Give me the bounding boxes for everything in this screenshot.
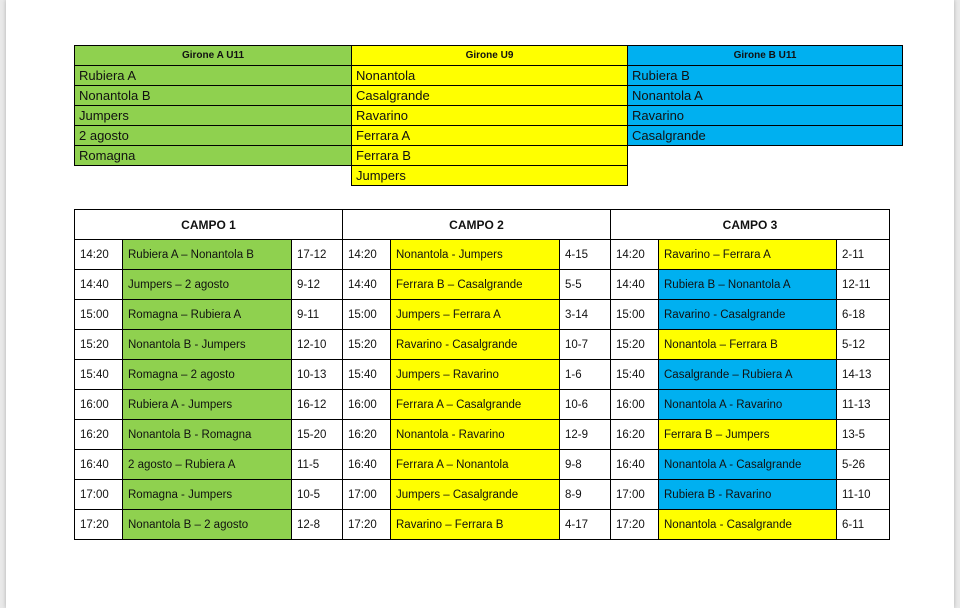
group-b-team: Rubiera B bbox=[628, 66, 903, 86]
groups-row bbox=[75, 66, 903, 86]
match-score: 10-13 bbox=[292, 360, 343, 390]
match-teams: Nonantola A - Casalgrande bbox=[659, 450, 837, 480]
match-teams: Rubiera A – Nonantola B bbox=[123, 240, 292, 270]
match-teams: Jumpers – Ferrara A bbox=[391, 300, 560, 330]
match-time: 17:20 bbox=[611, 510, 659, 540]
group-u9-header: Girone U9 bbox=[352, 46, 628, 66]
match-score: 12-11 bbox=[837, 270, 890, 300]
match-time: 15:20 bbox=[75, 330, 123, 360]
match-time: 16:00 bbox=[75, 390, 123, 420]
match-score: 17-12 bbox=[292, 240, 343, 270]
match-time: 16:40 bbox=[343, 450, 391, 480]
group-a-u11-header: Girone A U11 bbox=[75, 46, 352, 66]
match-teams: 2 agosto – Rubiera A bbox=[123, 450, 292, 480]
match-teams: Romagna – Rubiera A bbox=[123, 300, 292, 330]
match-time: 16:00 bbox=[611, 390, 659, 420]
match-score: 16-12 bbox=[292, 390, 343, 420]
match-teams: Romagna – 2 agosto bbox=[123, 360, 292, 390]
match-score: 13-5 bbox=[837, 420, 890, 450]
groups-row bbox=[75, 106, 903, 126]
match-score: 5-12 bbox=[837, 330, 890, 360]
group-u9-team: Casalgrande bbox=[352, 86, 628, 106]
groups-row bbox=[75, 86, 903, 106]
match-time: 15:00 bbox=[75, 300, 123, 330]
match-row bbox=[75, 240, 890, 270]
match-time: 15:40 bbox=[343, 360, 391, 390]
match-time: 15:00 bbox=[343, 300, 391, 330]
group-u9-team: Ferrara A bbox=[352, 126, 628, 146]
group-u9-team: Jumpers bbox=[352, 166, 628, 186]
match-time: 15:40 bbox=[611, 360, 659, 390]
match-teams: Ferrara A – Casalgrande bbox=[391, 390, 560, 420]
match-time: 16:00 bbox=[343, 390, 391, 420]
match-score: 15-20 bbox=[292, 420, 343, 450]
match-row bbox=[75, 420, 890, 450]
group-u9-team: Ferrara B bbox=[352, 146, 628, 166]
match-time: 14:20 bbox=[343, 240, 391, 270]
document-page bbox=[6, 0, 954, 608]
match-score: 9-11 bbox=[292, 300, 343, 330]
match-teams: Ravarino – Ferrara A bbox=[659, 240, 837, 270]
field-1-header: CAMPO 1 bbox=[75, 210, 343, 240]
match-time: 16:20 bbox=[343, 420, 391, 450]
match-teams: Rubiera A - Jumpers bbox=[123, 390, 292, 420]
group-b-u11-header: Girone B U11 bbox=[628, 46, 903, 66]
group-a-team: Rubiera A bbox=[75, 66, 352, 86]
match-score: 11-5 bbox=[292, 450, 343, 480]
match-score: 9-12 bbox=[292, 270, 343, 300]
match-score: 12-10 bbox=[292, 330, 343, 360]
match-teams: Jumpers – Ravarino bbox=[391, 360, 560, 390]
match-score: 10-5 bbox=[292, 480, 343, 510]
match-score: 4-17 bbox=[560, 510, 611, 540]
empty-cell bbox=[75, 166, 352, 186]
groups-row bbox=[75, 166, 903, 186]
match-row bbox=[75, 300, 890, 330]
match-time: 16:40 bbox=[75, 450, 123, 480]
match-score: 11-13 bbox=[837, 390, 890, 420]
match-teams: Ferrara B – Casalgrande bbox=[391, 270, 560, 300]
match-score: 10-7 bbox=[560, 330, 611, 360]
match-teams: Rubiera B – Nonantola A bbox=[659, 270, 837, 300]
match-teams: Jumpers – 2 agosto bbox=[123, 270, 292, 300]
match-row bbox=[75, 510, 890, 540]
match-time: 16:20 bbox=[611, 420, 659, 450]
match-score: 10-6 bbox=[560, 390, 611, 420]
match-score: 12-8 bbox=[292, 510, 343, 540]
empty-cell bbox=[628, 146, 903, 166]
match-time: 14:40 bbox=[611, 270, 659, 300]
match-score: 8-9 bbox=[560, 480, 611, 510]
field-3-header: CAMPO 3 bbox=[611, 210, 890, 240]
match-score: 1-6 bbox=[560, 360, 611, 390]
match-teams: Nonantola A - Ravarino bbox=[659, 390, 837, 420]
match-score: 3-14 bbox=[560, 300, 611, 330]
match-time: 17:00 bbox=[75, 480, 123, 510]
group-b-team: Nonantola A bbox=[628, 86, 903, 106]
groups-header-row bbox=[75, 46, 903, 66]
match-row bbox=[75, 480, 890, 510]
match-teams: Nonantola - Ravarino bbox=[391, 420, 560, 450]
match-time: 14:40 bbox=[343, 270, 391, 300]
match-score: 5-26 bbox=[837, 450, 890, 480]
match-score: 6-18 bbox=[837, 300, 890, 330]
group-a-team: Nonantola B bbox=[75, 86, 352, 106]
match-time: 14:40 bbox=[75, 270, 123, 300]
groups-row bbox=[75, 126, 903, 146]
match-time: 15:00 bbox=[611, 300, 659, 330]
match-time: 17:00 bbox=[343, 480, 391, 510]
groups-table bbox=[74, 45, 903, 186]
group-u9-team: Ravarino bbox=[352, 106, 628, 126]
group-u9-team: Nonantola bbox=[352, 66, 628, 86]
group-b-team: Casalgrande bbox=[628, 126, 903, 146]
fields-header-row bbox=[75, 210, 890, 240]
match-teams: Nonantola B – 2 agosto bbox=[123, 510, 292, 540]
matches-table bbox=[74, 209, 890, 540]
match-teams: Romagna - Jumpers bbox=[123, 480, 292, 510]
groups-row bbox=[75, 146, 903, 166]
match-time: 17:20 bbox=[75, 510, 123, 540]
match-teams: Casalgrande – Rubiera A bbox=[659, 360, 837, 390]
match-time: 15:40 bbox=[75, 360, 123, 390]
match-teams: Ravarino - Casalgrande bbox=[659, 300, 837, 330]
match-teams: Ferrara B – Jumpers bbox=[659, 420, 837, 450]
match-time: 16:40 bbox=[611, 450, 659, 480]
match-row bbox=[75, 450, 890, 480]
match-teams: Nonantola B - Romagna bbox=[123, 420, 292, 450]
match-time: 14:20 bbox=[75, 240, 123, 270]
match-score: 12-9 bbox=[560, 420, 611, 450]
match-teams: Rubiera B - Ravarino bbox=[659, 480, 837, 510]
match-time: 14:20 bbox=[611, 240, 659, 270]
empty-cell bbox=[628, 166, 903, 186]
match-teams: Nonantola - Casalgrande bbox=[659, 510, 837, 540]
match-score: 9-8 bbox=[560, 450, 611, 480]
group-a-team: Romagna bbox=[75, 146, 352, 166]
match-teams: Jumpers – Casalgrande bbox=[391, 480, 560, 510]
match-teams: Nonantola – Ferrara B bbox=[659, 330, 837, 360]
match-row bbox=[75, 390, 890, 420]
group-a-team: Jumpers bbox=[75, 106, 352, 126]
match-row bbox=[75, 330, 890, 360]
match-score: 5-5 bbox=[560, 270, 611, 300]
match-time: 15:20 bbox=[611, 330, 659, 360]
match-teams: Nonantola B - Jumpers bbox=[123, 330, 292, 360]
match-time: 17:00 bbox=[611, 480, 659, 510]
match-score: 6-11 bbox=[837, 510, 890, 540]
match-score: 11-10 bbox=[837, 480, 890, 510]
group-a-team: 2 agosto bbox=[75, 126, 352, 146]
match-time: 16:20 bbox=[75, 420, 123, 450]
group-b-team: Ravarino bbox=[628, 106, 903, 126]
match-teams: Ferrara A – Nonantola bbox=[391, 450, 560, 480]
match-teams: Ravarino - Casalgrande bbox=[391, 330, 560, 360]
match-time: 17:20 bbox=[343, 510, 391, 540]
match-teams: Ravarino – Ferrara B bbox=[391, 510, 560, 540]
match-time: 15:20 bbox=[343, 330, 391, 360]
match-teams: Nonantola - Jumpers bbox=[391, 240, 560, 270]
match-row bbox=[75, 270, 890, 300]
match-score: 14-13 bbox=[837, 360, 890, 390]
field-2-header: CAMPO 2 bbox=[343, 210, 611, 240]
match-score: 2-11 bbox=[837, 240, 890, 270]
match-score: 4-15 bbox=[560, 240, 611, 270]
match-row bbox=[75, 360, 890, 390]
